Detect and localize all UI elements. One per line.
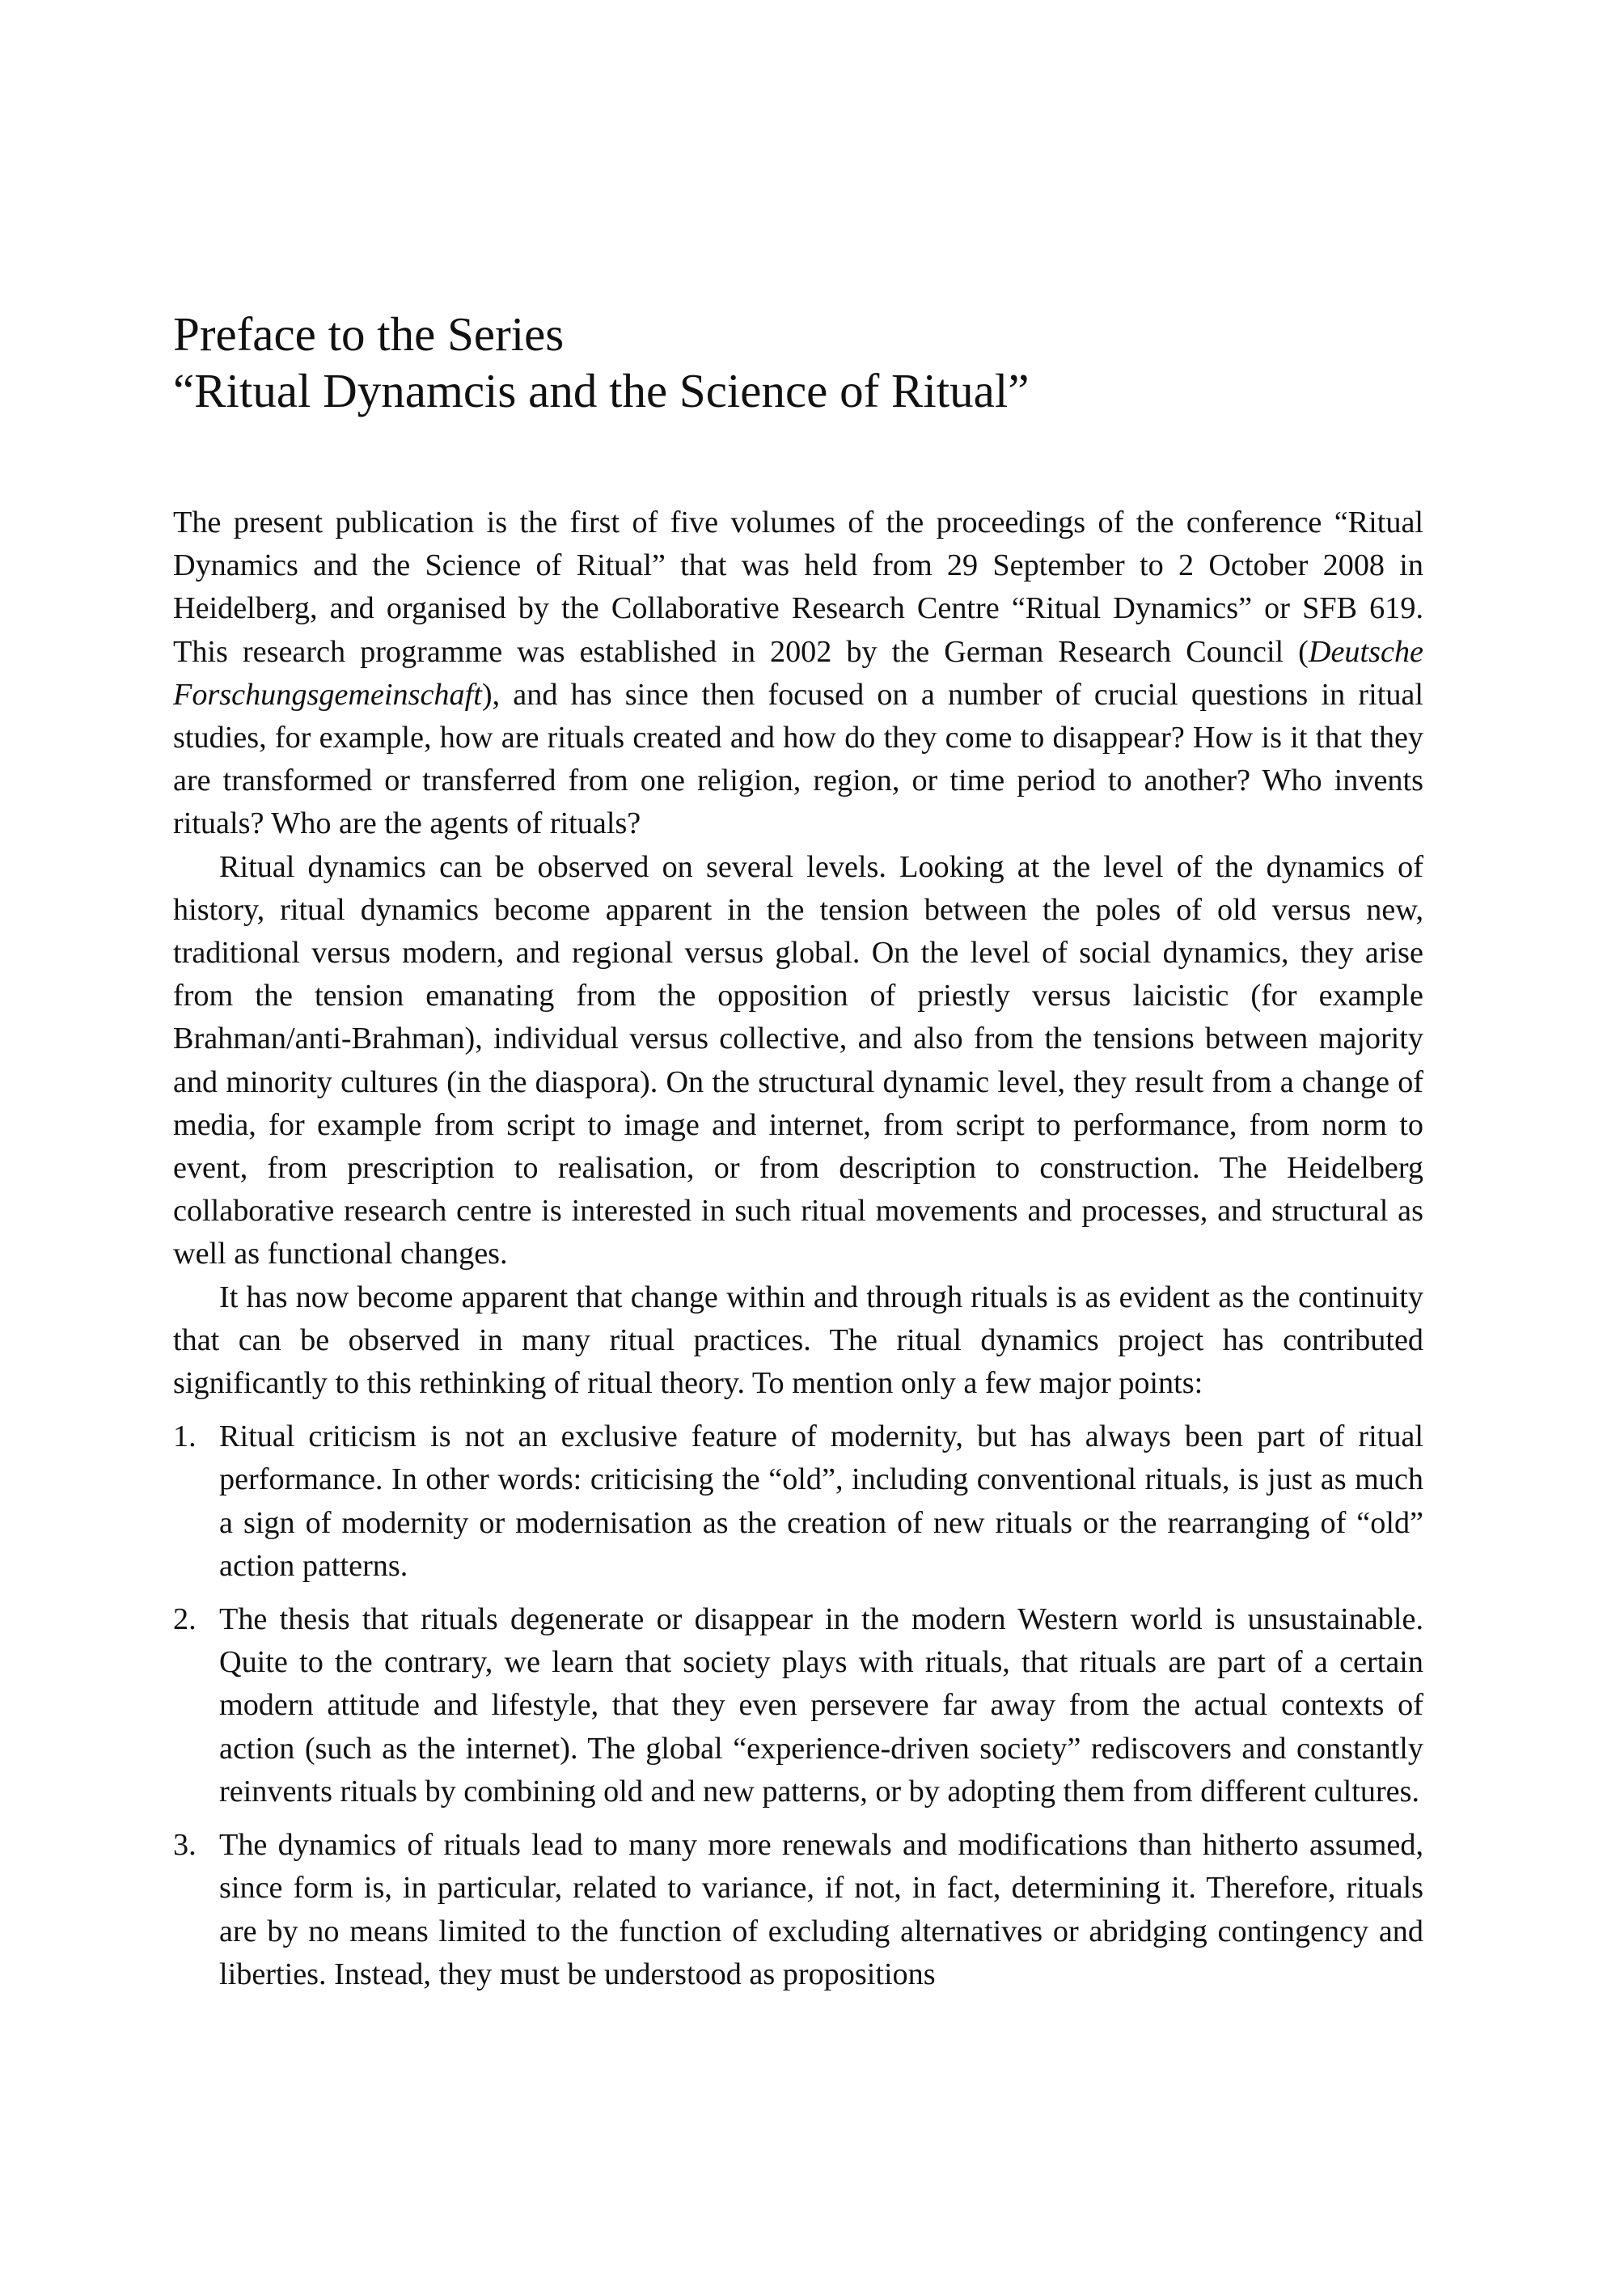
numbered-list <box>173 1415 1423 1996</box>
title-line-1: Preface to the Series <box>173 307 565 361</box>
paragraph-2: Ritual dynamics can be observed on several levels. Looking at the level of the dynamics of history, ritual dynamics become apparent in the tension between the poles of old versus new, traditional versus modern, and regional versus global. On the level of social dynamics, they arise from the tension emanating from the opposition of priestly versus laicistic (for example Brahman/anti-Brahman), individual versus collective, and also from the tensions between majority and minority cultures (in the diaspora). On the structural dynamic level, they result from a change of media, for example from script to image and internet, from script to performance, from norm to event, from prescription to realisation, or from description to construction. The Heidelberg collaborative research centre is interested in such ritual movements and processes, and structural as well as functional changes. <box>173 849 1423 1271</box>
list-item-number: 2. <box>173 1602 197 1637</box>
paragraph-1-part-2: ), and has since then focused on a number of crucial questions in ritual studies, for example, how are rituals created and how do they come to disappear? How is it that they are transformed or transferred from one religion, region, or time period to another? Who invents rituals? Who are the agents of rituals? <box>173 677 1423 841</box>
list-item <box>173 1598 1423 1813</box>
list-item-text: Ritual criticism is not an exclusive feature of modernity, but has always been part of ritual performance. In other words: criticising the “old”, including conventional rituals, is just as much a sign of modernity or modernisation as the creation of new rituals or the rearranging of “old” action patterns. <box>219 1419 1423 1583</box>
list-item-number: 1. <box>173 1419 197 1454</box>
list-item <box>173 1824 1423 1996</box>
paragraph-1-part-1: The present publication is the first of five volumes of the proceedings of the conference “Ritual Dynamics and the Science of Ritual” that was held from 29 September to 2 October 2008 in Heidelberg, and organised by the Collaborative Research Centre “Ritual Dynamics” or SFB 619. This research programme was established in 2002 by the German Research Council ( <box>173 506 1423 669</box>
list-item-number: 3. <box>173 1828 197 1863</box>
paragraph-1 <box>173 501 1423 846</box>
page-title <box>173 306 1423 419</box>
body-text <box>173 501 1423 1996</box>
list-item-text: The dynamics of rituals lead to many more renewals and modifications than hitherto assumed, since form is, in particular, related to variance, if not, in fact, determining it. Therefore, rituals are by no means limited to the function of excluding alternatives or abridging contingency and liberties. Instead, they must be understood as propositions <box>219 1828 1423 1991</box>
title-line-2: “Ritual Dynamcis and the Science of Ritual” <box>173 364 1030 417</box>
paragraph-3: It has now become apparent that change within and through rituals is as evident as the continuity that can be observed in many ritual practices. The ritual dynamics project has contributed significantly to this rethinking of ritual theory. To mention only a few major points: <box>173 1280 1423 1401</box>
list-item-text: The thesis that rituals degenerate or disappear in the modern Western world is unsustainable. Quite to the contrary, we learn that society plays with rituals, that rituals are part of a certain modern attitude and lifestyle, that they even persevere far away from the actual contexts of action (such as the internet). The global “experience-driven society” rediscovers and constantly reinvents rituals by combining old and new patterns, or by adopting them from different cultures. <box>219 1602 1423 1809</box>
list-item <box>173 1415 1423 1588</box>
page <box>173 306 1423 2007</box>
paragraph-1-italic: Deutsche Forschungsgemeinschaft <box>173 634 1423 712</box>
